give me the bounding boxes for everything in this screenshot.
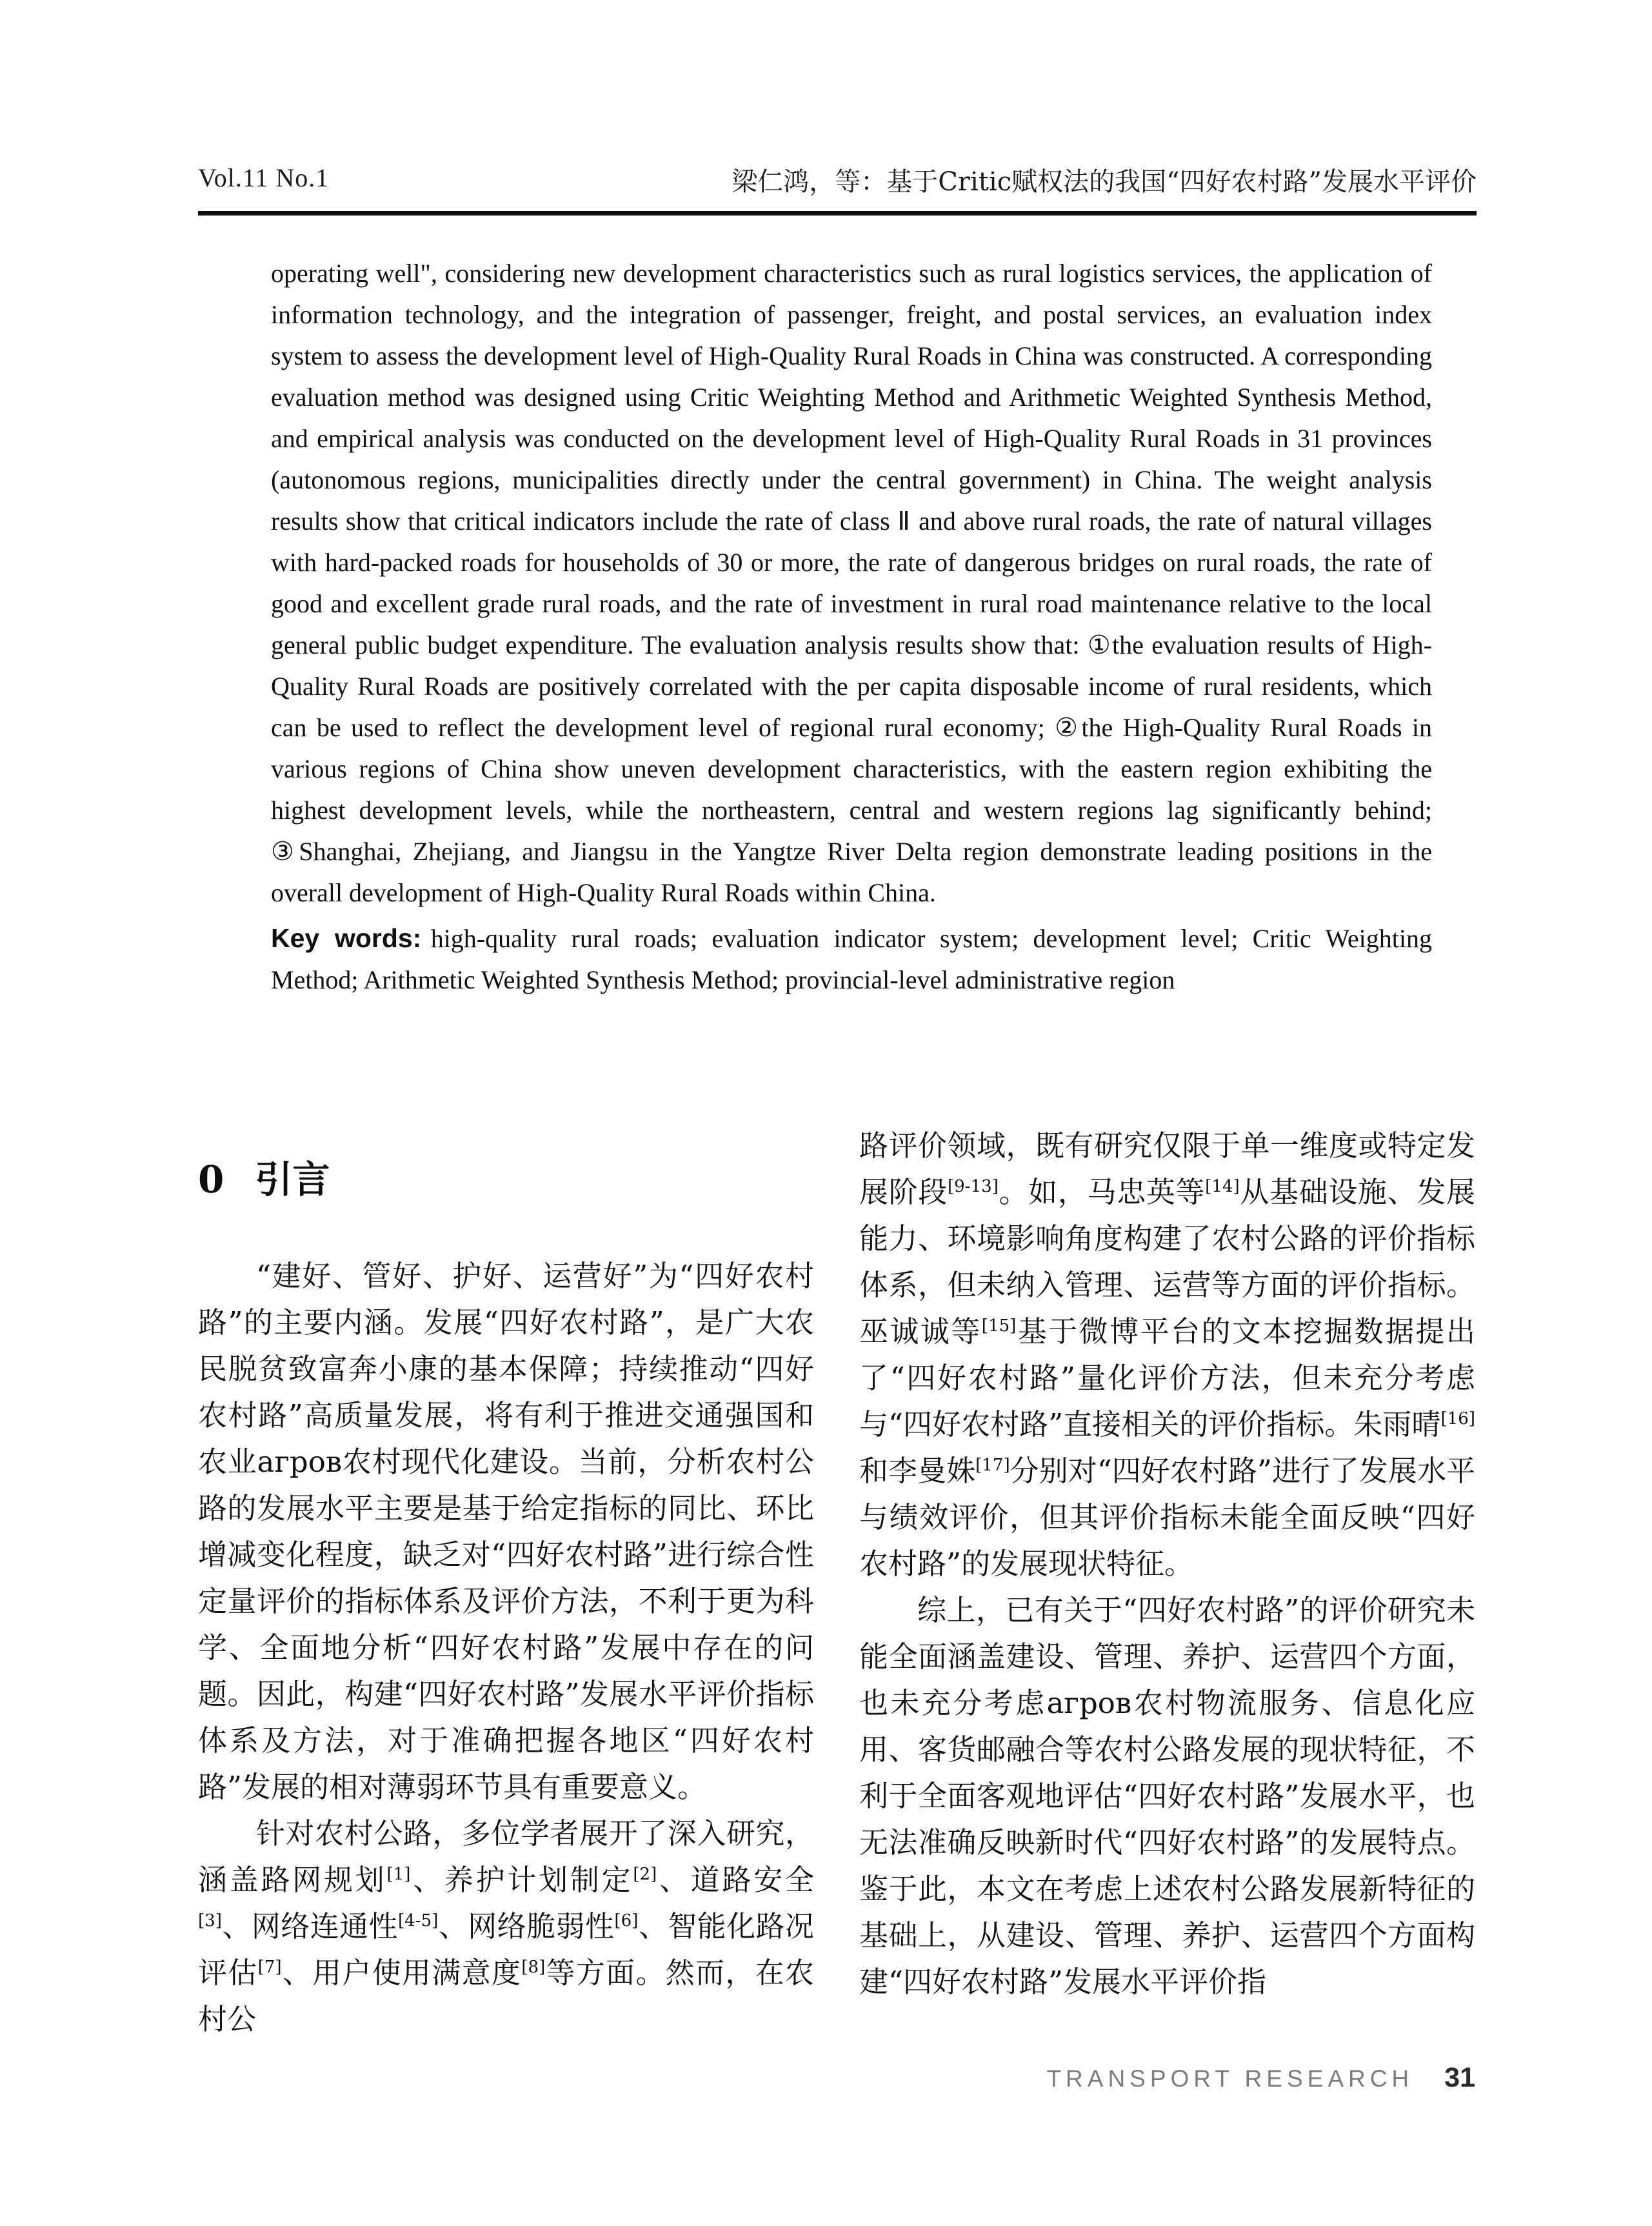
page-footer xyxy=(1046,2062,1475,2094)
intro-paragraph-2-continuation: 路评价领域，既有研究仅限于单一维度或特定发展阶段[9-13]。如，马忠英等[14]从基础设施、发展能力、环境影响角度构建了农村公路的评价指标体系，但未纳入管理、运营等方面的评价指标。巫诚诚等[15]基于微博平台的文本挖掘数据提出了“四好农村路”量化评价方法，但未充分考虑与“四好农村路”直接相关的评价指标。朱雨晴[16]和李曼姝[17]分别对“四好农村路”进行了发展水平与绩效评价，但其评价指标未能全面反映“四好农村路”的发展现状特征。 xyxy=(859,1128,1475,1581)
intro-paragraph-3: 综上，已有关于“四好农村路”的评价研究未能全面涵盖建设、管理、养护、运营四个方面，也未充分考虑агров农村物流服务、信息化应用、客货邮融合等农村公路发展的现状特征，不利于全面客观地评估“四好农村路”发展水平，也无法准确反映新时代“四好农村路”的发展特点。鉴于此，本文在考虑上述农村公路发展新特征的基础上，从建设、管理、养护、运营四个方面构建“四好农村路”发展水平评价指 xyxy=(859,1593,1475,1999)
left-column xyxy=(198,1123,814,2043)
section-heading xyxy=(198,1158,814,1201)
header-rule xyxy=(198,211,1477,216)
keywords-label: Key words: xyxy=(271,923,422,953)
intro-paragraph-1: “建好、管好、护好、运营好”为“四好农村路”的主要内涵。发展“四好农村路”，是广大农民脱贫致富奔小康的基本保障；持续推动“四好农村路”高质量发展，将有利于推进交通强国和农业агров农村现代化建设。当前，分析农村公路的发展水平主要是基于给定指标的同比、环比增减变化程度，缺乏对“四好农村路”进行综合性定量评价的指标体系及评价方法，不利于更为科学、全面地分析“四好农村路”发展中存在的问题。因此，构建“四好农村路”发展水平评价指标体系及方法，对于准确把握各地区“四好农村路”发展的相对薄弱环节具有重要意义。 xyxy=(198,1258,814,1804)
journal-name: TRANSPORT RESEARCH xyxy=(1046,2065,1414,2092)
section-number: 0 xyxy=(198,1158,224,1201)
abstract-block xyxy=(271,253,1432,1001)
keywords xyxy=(271,917,1432,1001)
two-column-body xyxy=(198,1123,1475,2043)
intro-paragraph-2: 针对农村公路，多位学者展开了深入研究，涵盖路网规划[1]、养护计划制定[2]、道路安全[3]、网络连通性[4-5]、网络脆弱性[6]、智能化路况评估[7]、用户使用满意度[8]等方面。然而，在农村公 xyxy=(198,1816,814,2036)
right-column xyxy=(859,1123,1475,2043)
keywords-text: high-quality rural roads; evaluation indicator system; development level; Critic Weighting Method; Arithmetic Weighted Synthesis Method; provincial-level administrative region xyxy=(271,924,1433,994)
running-title: 梁仁鸿，等：基于Critic赋权法的我国“四好农村路”发展水平评价 xyxy=(731,167,1477,197)
page-number: 31 xyxy=(1444,2062,1475,2093)
volume-issue: Vol.11 No.1 xyxy=(198,163,330,192)
abstract-text: operating well", considering new development characteristics such as rural logistics services, the application of information technology, and the integration of passenger, freight, and postal services, an evaluation index system to assess the development level of High-Quality Rural Roads in China was constructed. A corresponding evaluation method was designed using Critic Weighting Method and Arithmetic Weighted Synthesis Method, and empirical analysis was conducted on the development level of High-Quality Rural Roads in 31 provinces (autonomous regions, municipalities directly under the central government) in China. The weight analysis results show that critical indicators include the rate of class Ⅱ and above rural roads, the rate of natural villages with hard-packed roads for households of 30 or more, the rate of dangerous bridges on rural roads, the rate of good and excellent grade rural roads, and the rate of investment in rural road maintenance relative to the local general public budget expenditure. The evaluation analysis results show that: ①the evaluation results of High-Quality Rural Roads are positively correlated with the per capita disposable income of rural residents, which can be used to reflect the development level of regional rural economy; ②the High-Quality Rural Roads in various regions of China show uneven development characteristics, with the eastern region exhibiting the highest development levels, while the northeastern, central and western regions lag significantly behind; ③Shanghai, Zhejiang, and Jiangsu in the Yangtze River Delta region demonstrate leading positions in the overall development of High-Quality Rural Roads within China. xyxy=(271,259,1432,907)
section-title: 引言 xyxy=(255,1158,330,1201)
